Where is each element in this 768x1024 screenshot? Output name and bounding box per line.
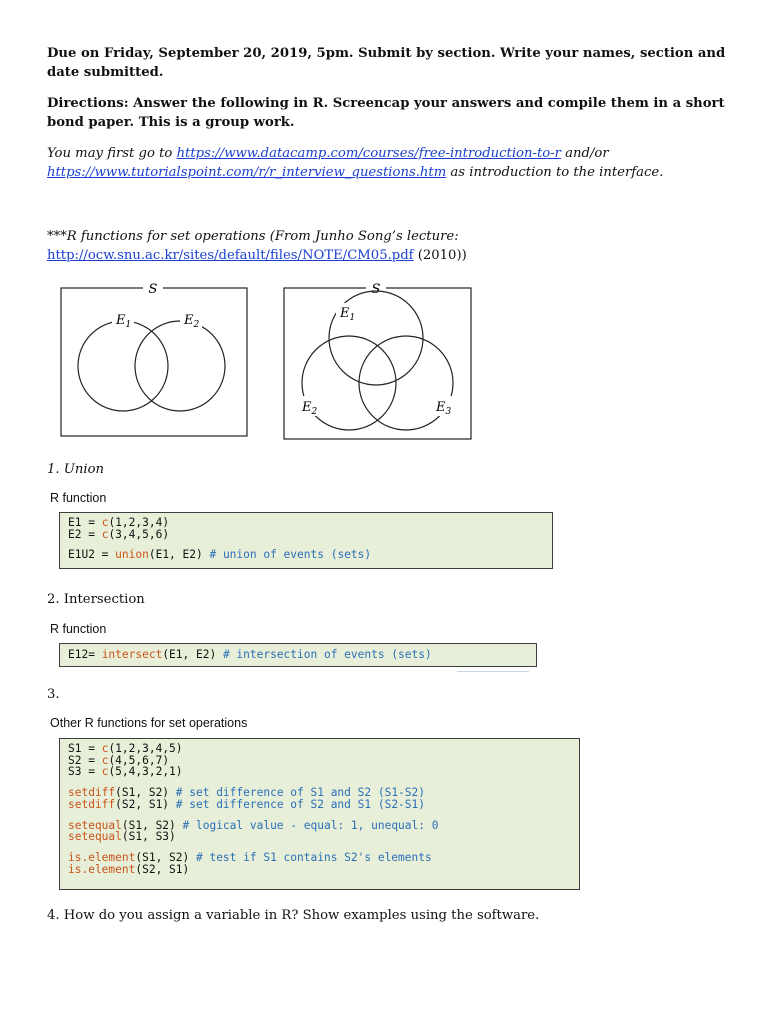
code-function: setequal	[68, 818, 122, 832]
union-r-function-label: R function	[50, 491, 107, 505]
code-text: (S1, S2)	[135, 850, 196, 864]
code-text: (5,4,3,2,1)	[108, 765, 183, 779]
code-function: is.element	[68, 862, 136, 876]
code-line	[68, 649, 528, 661]
code-text: E2 =	[68, 527, 102, 541]
code-line	[68, 549, 544, 561]
code-text: (S1, S2)	[115, 786, 176, 800]
code-text: (E1, E2)	[162, 648, 223, 661]
section-intersection-title: 2. Intersection	[47, 592, 145, 607]
intersection-code-block	[59, 643, 537, 667]
code-comment: # logical value - equal: 1, unequal: 0	[182, 818, 439, 832]
label-s: S	[148, 282, 158, 297]
code-function: c	[101, 516, 109, 529]
code-text: E1 =	[68, 516, 102, 529]
code-text: (S2, S1)	[115, 797, 176, 811]
code-text: (S1, S3)	[121, 830, 176, 844]
tutorialspoint-link[interactable]: https://www.tutorialspoint.com/r/r_interview_questions.htm	[47, 165, 447, 180]
datacamp-link[interactable]: https://www.datacamp.com/courses/free-introduction-to-r	[176, 146, 561, 161]
code-function: c	[101, 765, 109, 779]
code-text: E12=	[68, 648, 102, 661]
code-function: setdiff	[68, 786, 116, 800]
code-line	[68, 766, 571, 778]
code-line	[68, 831, 571, 843]
code-comment: # intersection of events (sets)	[222, 648, 432, 661]
code-text: E1U2 =	[68, 548, 116, 562]
section-union-title: 1. Union	[47, 462, 105, 477]
code-function: c	[101, 753, 109, 767]
code-function: intersect	[101, 648, 163, 661]
label-e3: $E_3$	[436, 400, 452, 417]
intro-line-1	[47, 144, 747, 163]
snu-lecture-link[interactable]: http://ocw.snu.ac.kr/sites/default/files/NOTE/CM05.pdf	[47, 248, 414, 263]
directions: Directions: Answer the following in R. Screencap your answers and compile them in a short bond paper. This is a group work.	[47, 96, 725, 130]
event-e2-circle	[135, 321, 225, 411]
reference-source	[47, 246, 747, 265]
code-line	[68, 799, 571, 811]
label-e1: $E_1$	[116, 313, 132, 330]
union-code-block	[59, 512, 553, 569]
other-code-block	[59, 738, 580, 890]
intro-prefix: You may first go to	[47, 146, 177, 161]
code-function: c	[101, 527, 109, 541]
code-comment: # set difference of S2 and S1 (S2-S1)	[175, 797, 425, 811]
code-text: S1 =	[68, 742, 102, 755]
code-text: S2 =	[68, 753, 102, 767]
due-notice: Due on Friday, September 20, 2019, 5pm. Submit by section. Write your names, section and date submitted.	[47, 46, 726, 80]
intersection-r-function-label: R function	[50, 622, 107, 636]
code-comment: # union of events (sets)	[209, 548, 372, 562]
code-text: (1,2,3,4)	[108, 516, 170, 529]
code-function: union	[115, 548, 149, 562]
code-text: S3 =	[68, 765, 102, 779]
code-text: (S1, S2)	[121, 818, 183, 832]
venn-three-events	[282, 278, 474, 441]
other-functions-label: Other R functions for set operations	[50, 716, 248, 730]
sample-space-box	[61, 288, 247, 436]
code-function: setdiff	[68, 797, 116, 811]
venn-two-events	[60, 278, 250, 438]
label-e2: $E_2$	[184, 313, 200, 330]
label-s: S	[371, 282, 381, 297]
event-e1-circle	[78, 321, 168, 411]
code-text: (S2, S1)	[135, 862, 190, 876]
code-line	[68, 864, 571, 876]
code-function: is.element	[68, 850, 136, 864]
intro-middle: and/or	[560, 146, 609, 161]
intro-suffix: as introduction to the interface.	[446, 165, 664, 180]
question-4: 4. How do you assign a variable in R? Show examples using the software.	[47, 908, 540, 923]
reference-line: ***R functions for set operations (From Junho Song’s lecture:	[47, 229, 459, 244]
code-function: setequal	[68, 830, 122, 844]
divider	[457, 671, 529, 672]
section-other-title: 3.	[47, 687, 60, 702]
intro-line-2	[47, 163, 747, 182]
code-text: (3,4,5,6)	[108, 527, 170, 541]
label-e1: $E_1$	[340, 306, 356, 323]
reference-year: (2010))	[413, 248, 467, 263]
code-comment: # set difference of S1 and S2 (S1-S2)	[175, 786, 425, 800]
code-text: (4,5,6,7)	[108, 753, 170, 767]
code-text: (1,2,3,4,5)	[108, 742, 183, 755]
code-function: c	[101, 742, 109, 755]
label-e2: $E_2$	[302, 400, 318, 417]
code-comment: # test if S1 contains S2's elements	[195, 850, 432, 864]
code-line	[68, 529, 544, 541]
code-text: (E1, E2)	[148, 548, 210, 562]
